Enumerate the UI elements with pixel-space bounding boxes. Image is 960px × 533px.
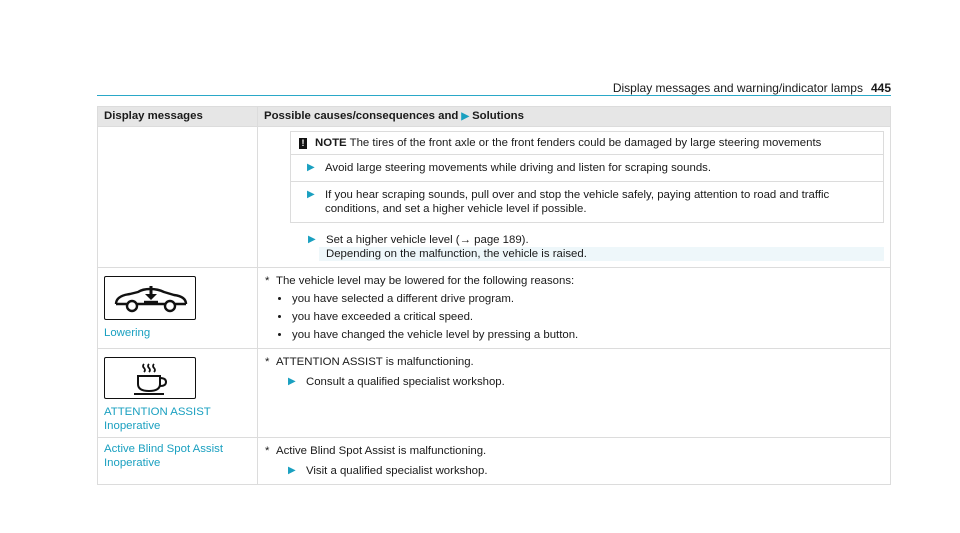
asterisk-mark: * xyxy=(265,275,270,287)
asterisk-mark: * xyxy=(265,356,270,368)
arrow-icon: ▶ xyxy=(308,234,316,245)
action-step: ▶ Visit a qualified specialist workshop. xyxy=(288,465,488,477)
arrow-icon: ▶ xyxy=(307,189,315,200)
page-reference-link[interactable]: Set a higher vehicle level (→ page 189). xyxy=(326,234,529,246)
list-item: ▶ Avoid large steering movements while driving and listen for scraping sounds. xyxy=(291,155,883,182)
list-item: you have selected a different drive program. xyxy=(264,290,884,308)
column-header-solutions: Possible causes/consequences and ▶ Solutions xyxy=(258,107,891,127)
coffee-cup-icon xyxy=(104,357,196,399)
list-item: ▶ If you hear scraping sounds, pull over and stop the vehicle safely, paying attention to road and traffic conditions, and set a higher vehicle level if possible. xyxy=(307,189,830,215)
arrow-icon: ▶ xyxy=(288,376,296,387)
action-step: ▶ Set a higher vehicle level (→ page 189). Depending on the malfunction, the vehicle is raised. xyxy=(264,227,884,263)
note-box xyxy=(290,131,884,223)
warning-icon: ! xyxy=(299,138,307,149)
note-label: NOTE xyxy=(315,137,347,149)
arrow-icon: ▶ xyxy=(461,111,470,122)
table-row: Lowering * The vehicle level may be lowered for the following reasons: you have selected a different drive program. you have exceeded a critical speed. you have changed the vehicle level by pressing a button. xyxy=(98,268,891,349)
note-text: The tires of the front axle or the front fenders could be damaged by large steering movements xyxy=(349,137,822,149)
list-item: you have changed the vehicle level by pressing a button. xyxy=(264,326,884,344)
asterisk-mark: * xyxy=(265,445,270,457)
table-row: Active Blind Spot Assist Inoperative * Active Blind Spot Assist is malfunctioning. ▶ Visit a qualified specialist workshop. xyxy=(98,438,891,485)
car-lowering-icon xyxy=(104,276,196,320)
page-number: 445 xyxy=(870,81,891,95)
message-label: Active Blind Spot Assist Inoperative xyxy=(104,443,224,469)
message-label: Lowering xyxy=(104,327,151,339)
column-header-messages: Display messages xyxy=(98,107,258,127)
table-header-row xyxy=(98,107,891,127)
arrow-icon: ▶ xyxy=(307,162,315,173)
arrow-icon: ▶ xyxy=(288,465,296,476)
list-item: you have exceeded a critical speed. xyxy=(264,308,884,326)
message-label: ATTENTION ASSIST Inoperative xyxy=(104,406,211,432)
action-step: ▶ Consult a qualified specialist workshop. xyxy=(288,376,505,388)
page-header xyxy=(97,81,891,96)
section-title: Display messages and warning/indicator lamps xyxy=(612,81,863,95)
table-row xyxy=(98,127,891,268)
display-messages-table xyxy=(97,106,891,485)
table-row: ATTENTION ASSIST Inoperative * ATTENTION ASSIST is malfunctioning. ▶ Consult a qualified specialist workshop. xyxy=(98,349,891,438)
